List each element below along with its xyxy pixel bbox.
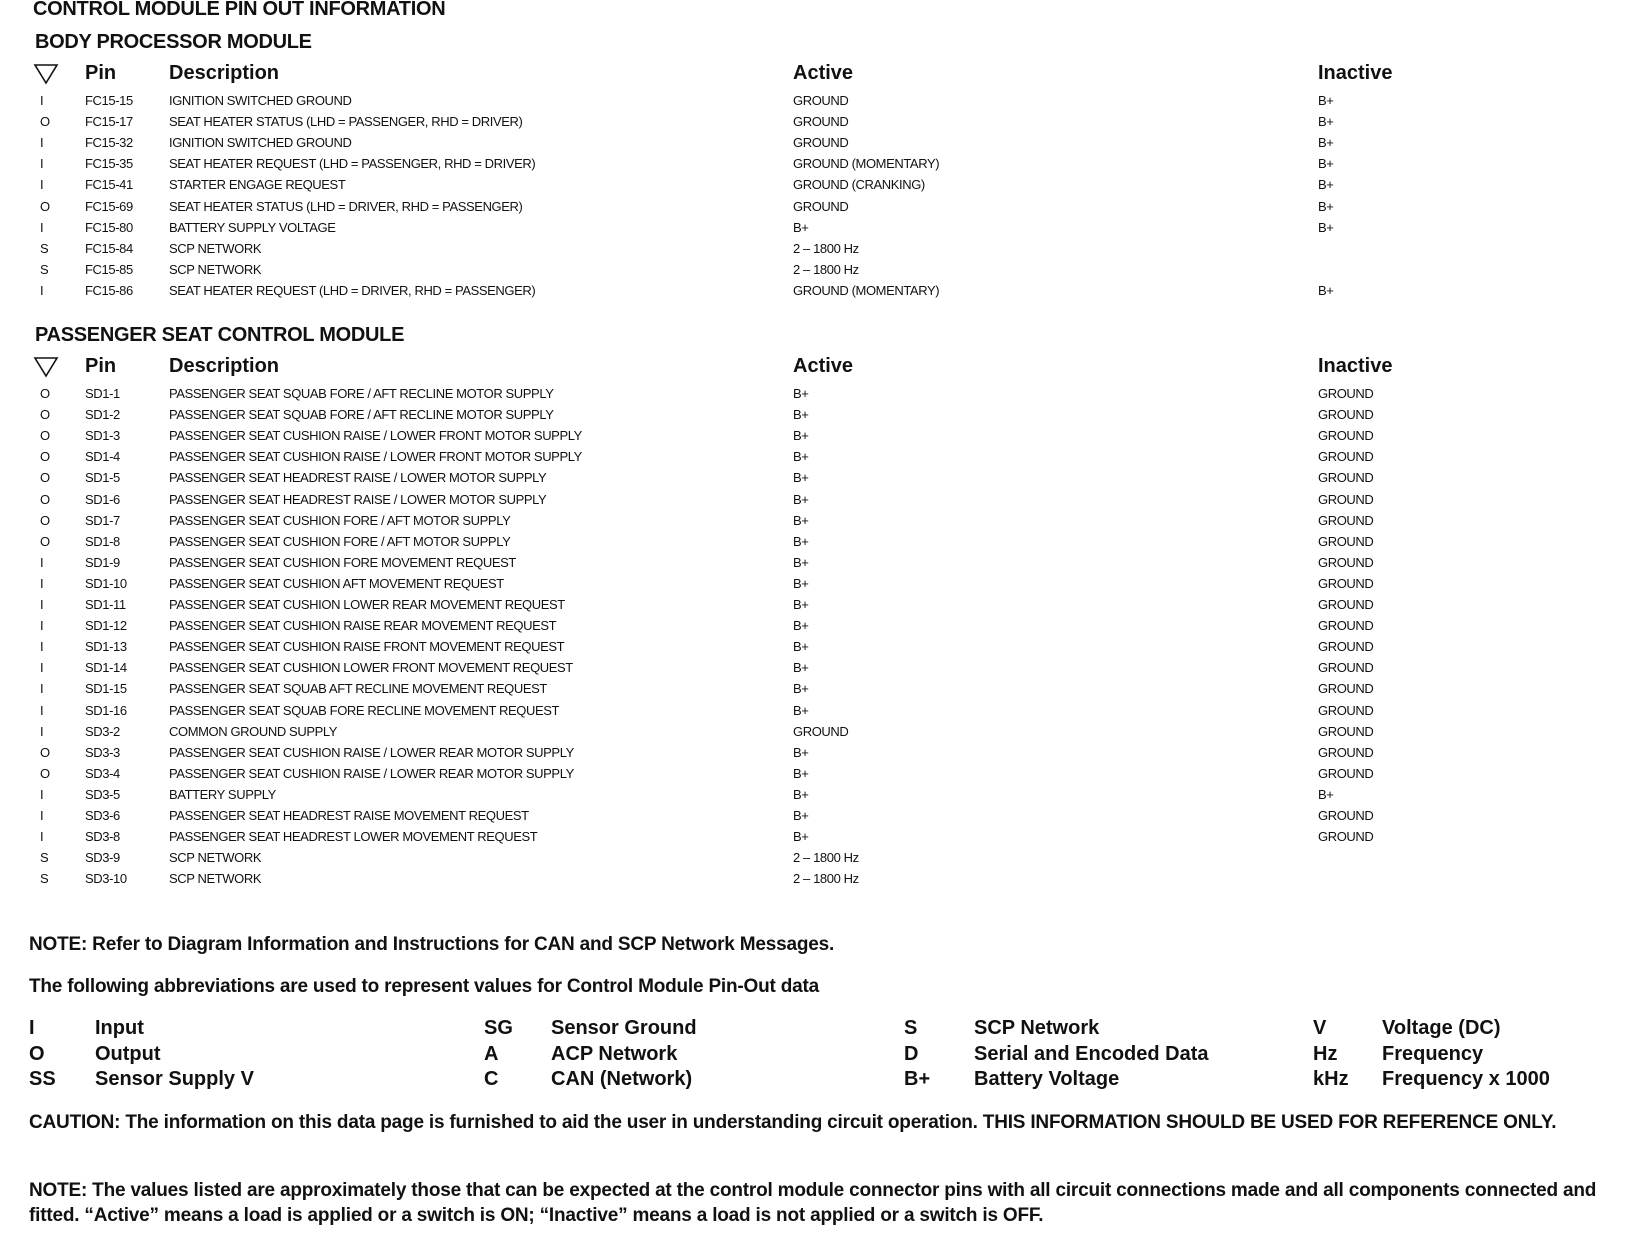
pin-number: SD3-2 [85, 723, 120, 739]
abbreviation-label: Frequency x 1000 [1382, 1068, 1550, 1090]
pin-description: COMMON GROUND SUPPLY [169, 723, 337, 739]
pin-description: PASSENGER SEAT CUSHION FORE MOVEMENT REQUEST [169, 554, 516, 570]
pin-number: FC15-32 [85, 135, 133, 151]
abbreviation-label: CAN (Network) [551, 1068, 693, 1090]
pin-description: PASSENGER SEAT HEADREST RAISE MOVEMENT REQUEST [169, 808, 529, 823]
pin-number: SD1-3 [85, 428, 120, 444]
pin-description: PASSENGER SEAT CUSHION RAISE / LOWER FRONT MOTOR SUPPLY [169, 449, 582, 465]
pin-number: SD3-3 [85, 744, 120, 760]
pin-description: PASSENGER SEAT CUSHION LOWER FRONT MOVEMENT REQUEST [169, 660, 573, 676]
active-value: B+ [793, 765, 809, 781]
pin-direction: I [40, 554, 44, 570]
inactive-value: GROUND [1318, 470, 1374, 486]
column-header-pin: Pin [85, 355, 117, 377]
inactive-value: GROUND [1318, 681, 1374, 697]
column-header-inactive: Inactive [1318, 62, 1393, 84]
pin-direction: O [40, 114, 50, 130]
pin-description: PASSENGER SEAT CUSHION AFT MOVEMENT REQUEST [169, 575, 504, 591]
inactive-value: GROUND [1318, 575, 1374, 591]
pin-number: SD1-13 [85, 639, 127, 655]
note-network: NOTE: Refer to Diagram Information and Instructions for CAN and SCP Network Messages. [29, 934, 835, 955]
abbreviation-label: Input [95, 1017, 144, 1039]
pin-number: FC15-86 [85, 282, 133, 298]
active-value: B+ [793, 681, 809, 697]
inactive-value: GROUND [1318, 407, 1374, 423]
active-value: B+ [793, 808, 809, 823]
pin-description: SCP NETWORK [169, 871, 262, 887]
pin-direction: O [40, 449, 50, 465]
pin-number: SD1-8 [85, 533, 120, 549]
pin-direction: I [40, 575, 44, 591]
active-value: 2 – 1800 Hz [793, 240, 859, 256]
pin-description: PASSENGER SEAT SQUAB FORE / AFT RECLINE MOTOR SUPPLY [169, 386, 554, 401]
active-value: B+ [793, 660, 809, 676]
pin-direction: I [40, 639, 44, 655]
pin-direction: I [40, 177, 44, 193]
active-value: B+ [793, 219, 809, 235]
pin-description: PASSENGER SEAT CUSHION FORE / AFT MOTOR SUPPLY [169, 512, 511, 528]
pin-description: PASSENGER SEAT CUSHION RAISE / LOWER FRONT MOTOR SUPPLY [169, 428, 582, 444]
pin-direction-icon [33, 356, 59, 378]
active-value: 2 – 1800 Hz [793, 871, 859, 887]
abbreviation-code: Hz [1313, 1043, 1338, 1065]
abbreviation-label: Sensor Ground [551, 1017, 697, 1039]
pin-direction: O [40, 765, 50, 781]
pin-description: IGNITION SWITCHED GROUND [169, 135, 352, 151]
pin-direction: I [40, 723, 44, 739]
inactive-value: GROUND [1318, 744, 1374, 760]
pin-direction: O [40, 198, 50, 214]
active-value: 2 – 1800 Hz [793, 850, 859, 866]
pin-number: SD1-6 [85, 491, 120, 507]
pin-number: SD3-6 [85, 808, 120, 823]
inactive-value: GROUND [1318, 512, 1374, 528]
pin-direction-icon [33, 63, 59, 85]
pin-number: FC15-41 [85, 177, 133, 193]
pin-number: FC15-85 [85, 261, 133, 277]
active-value: B+ [793, 533, 809, 549]
inactive-value: GROUND [1318, 491, 1374, 507]
pin-number: SD1-7 [85, 512, 120, 528]
column-header-active: Active [793, 62, 854, 84]
pin-number: FC15-69 [85, 198, 133, 214]
pin-number: FC15-35 [85, 156, 133, 172]
active-value: B+ [793, 639, 809, 655]
active-value: B+ [793, 554, 809, 570]
inactive-value: GROUND [1318, 829, 1374, 845]
pin-description: PASSENGER SEAT SQUAB FORE RECLINE MOVEMENT REQUEST [169, 702, 560, 718]
abbreviation-code: V [1313, 1017, 1327, 1039]
pin-number: SD3-5 [85, 786, 120, 802]
column-header-active: Active [793, 355, 854, 377]
pin-direction: I [40, 808, 44, 823]
active-value: B+ [793, 428, 809, 444]
pin-number: SD1-5 [85, 470, 120, 486]
pin-description: BATTERY SUPPLY [169, 786, 276, 802]
pin-number: SD1-4 [85, 449, 120, 465]
inactive-value: GROUND [1318, 597, 1374, 612]
pin-description: SEAT HEATER REQUEST (LHD = PASSENGER, RHD = DRIVER) [169, 156, 536, 172]
abbreviation-code: A [484, 1043, 499, 1065]
pin-description: SCP NETWORK [169, 240, 262, 256]
abbreviation-label: Sensor Supply V [95, 1068, 254, 1090]
pin-description: STARTER ENGAGE REQUEST [169, 177, 346, 193]
pin-direction: O [40, 744, 50, 760]
active-value: GROUND [793, 135, 849, 151]
pin-description: PASSENGER SEAT HEADREST RAISE / LOWER MOTOR SUPPLY [169, 491, 547, 507]
pin-number: SD1-10 [85, 575, 127, 591]
active-value: GROUND (CRANKING) [793, 177, 925, 193]
pin-description: PASSENGER SEAT CUSHION RAISE / LOWER REAR MOTOR SUPPLY [169, 744, 574, 760]
pin-direction: I [40, 93, 44, 108]
abbreviation-label: Battery Voltage [974, 1068, 1120, 1090]
pin-description: PASSENGER SEAT CUSHION RAISE REAR MOVEMENT REQUEST [169, 618, 557, 634]
pin-direction: I [40, 702, 44, 718]
section-title-body-processor: BODY PROCESSOR MODULE [35, 31, 312, 53]
inactive-value: GROUND [1318, 808, 1374, 823]
abbreviation-label: Output [95, 1043, 161, 1065]
pin-number: SD1-12 [85, 618, 127, 634]
pin-number: SD1-9 [85, 554, 120, 570]
pin-description: SEAT HEATER REQUEST (LHD = DRIVER, RHD = PASSENGER) [169, 282, 536, 298]
column-header-inactive: Inactive [1318, 355, 1393, 377]
pin-number: FC15-84 [85, 240, 133, 256]
pin-description: PASSENGER SEAT HEADREST LOWER MOVEMENT REQUEST [169, 829, 538, 845]
pin-number: SD1-15 [85, 681, 127, 697]
pin-number: FC15-17 [85, 114, 133, 130]
pin-direction: I [40, 786, 44, 802]
section-title-passenger-seat: PASSENGER SEAT CONTROL MODULE [35, 324, 405, 346]
column-header-description: Description [169, 355, 280, 377]
pin-description: PASSENGER SEAT CUSHION FORE / AFT MOTOR SUPPLY [169, 533, 511, 549]
pin-direction: O [40, 470, 50, 486]
active-value: GROUND [793, 723, 849, 739]
pin-direction: S [40, 240, 49, 256]
inactive-value: GROUND [1318, 723, 1374, 739]
active-value: B+ [793, 618, 809, 634]
inactive-value: GROUND [1318, 660, 1374, 676]
pin-description: PASSENGER SEAT CUSHION RAISE FRONT MOVEMENT REQUEST [169, 639, 565, 655]
pin-number: SD1-11 [85, 597, 126, 612]
inactive-value: B+ [1318, 114, 1334, 130]
pin-description: SCP NETWORK [169, 850, 262, 866]
pin-description: SCP NETWORK [169, 261, 262, 277]
pin-direction: S [40, 261, 49, 277]
pin-direction: I [40, 282, 44, 298]
pin-number: SD1-14 [85, 660, 127, 676]
note-values: NOTE: The values listed are approximately those that can be expected at the control module connector pins with all circuit connections made and all components connected and fitted. “Active” means a load is applied or a switch is ON; “Inactive” means a load is not applied or a switch is OFF. [29, 1180, 1597, 1226]
column-header-description: Description [169, 62, 280, 84]
pin-description: PASSENGER SEAT CUSHION RAISE / LOWER REAR MOTOR SUPPLY [169, 765, 574, 781]
pin-direction: I [40, 681, 44, 697]
pin-number: SD3-8 [85, 829, 120, 845]
abbreviation-code: kHz [1313, 1068, 1349, 1090]
active-value: B+ [793, 597, 809, 612]
active-value: B+ [793, 575, 809, 591]
inactive-value: B+ [1318, 219, 1334, 235]
pin-direction: I [40, 829, 44, 845]
active-value: B+ [793, 786, 809, 802]
active-value: B+ [793, 470, 809, 486]
pin-number: SD3-9 [85, 850, 120, 866]
caution-text: CAUTION: The information on this data page is furnished to aid the user in understanding circuit operation. THIS INFORMATION SHOULD BE USED FOR REFERENCE ONLY. [29, 1112, 1557, 1133]
inactive-value: GROUND [1318, 765, 1374, 781]
inactive-value: B+ [1318, 156, 1334, 172]
pin-description: IGNITION SWITCHED GROUND [169, 93, 352, 108]
active-value: GROUND [793, 198, 849, 214]
inactive-value: GROUND [1318, 702, 1374, 718]
inactive-value: GROUND [1318, 386, 1374, 401]
abbreviation-label: Frequency [1382, 1043, 1484, 1065]
pin-direction: I [40, 156, 44, 172]
active-value: GROUND [793, 114, 849, 130]
pin-number: SD1-2 [85, 407, 120, 423]
pin-direction: O [40, 407, 50, 423]
pin-number: SD1-16 [85, 702, 127, 718]
pin-direction: I [40, 135, 44, 151]
active-value: B+ [793, 744, 809, 760]
pin-number: SD3-4 [85, 765, 120, 781]
abbreviation-code: O [29, 1043, 45, 1065]
active-value: B+ [793, 407, 809, 423]
page-title: CONTROL MODULE PIN OUT INFORMATION [33, 0, 446, 20]
active-value: 2 – 1800 Hz [793, 261, 859, 277]
pin-description: PASSENGER SEAT SQUAB FORE / AFT RECLINE MOTOR SUPPLY [169, 407, 554, 423]
inactive-value: B+ [1318, 198, 1334, 214]
pin-direction: O [40, 512, 50, 528]
inactive-value: GROUND [1318, 428, 1374, 444]
abbreviation-code: I [29, 1017, 35, 1039]
pin-direction: O [40, 533, 50, 549]
pin-direction: O [40, 386, 50, 401]
abbreviations-intro: The following abbreviations are used to represent values for Control Module Pin-Out data [29, 976, 820, 997]
inactive-value: B+ [1318, 93, 1334, 108]
pin-description: BATTERY SUPPLY VOLTAGE [169, 219, 336, 235]
column-header-pin: Pin [85, 62, 117, 84]
inactive-value: GROUND [1318, 449, 1374, 465]
abbreviation-label: Serial and Encoded Data [974, 1043, 1209, 1065]
active-value: GROUND (MOMENTARY) [793, 156, 940, 172]
pin-direction: I [40, 660, 44, 676]
inactive-value: B+ [1318, 177, 1334, 193]
pin-description: SEAT HEATER STATUS (LHD = DRIVER, RHD = PASSENGER) [169, 198, 523, 214]
pin-description: PASSENGER SEAT SQUAB AFT RECLINE MOVEMENT REQUEST [169, 681, 547, 697]
pin-number: SD1-1 [85, 386, 120, 401]
pin-number: FC15-80 [85, 219, 133, 235]
pin-number: FC15-15 [85, 93, 133, 108]
pin-direction: I [40, 219, 44, 235]
active-value: B+ [793, 386, 809, 401]
pin-description: SEAT HEATER STATUS (LHD = PASSENGER, RHD = DRIVER) [169, 114, 523, 130]
inactive-value: GROUND [1318, 554, 1374, 570]
abbreviation-code: C [484, 1068, 499, 1090]
pin-direction: S [40, 871, 49, 887]
inactive-value: GROUND [1318, 618, 1374, 634]
pin-description: PASSENGER SEAT HEADREST RAISE / LOWER MOTOR SUPPLY [169, 470, 547, 486]
abbreviation-code: S [904, 1017, 918, 1039]
pin-direction: O [40, 428, 50, 444]
abbreviation-code: SS [29, 1068, 56, 1090]
abbreviation-label: Voltage (DC) [1382, 1017, 1501, 1039]
abbreviation-label: ACP Network [551, 1043, 678, 1065]
inactive-value: B+ [1318, 786, 1334, 802]
pin-number: SD3-10 [85, 871, 127, 887]
abbreviation-code: D [904, 1043, 919, 1065]
abbreviation-label: SCP Network [974, 1017, 1100, 1039]
inactive-value: B+ [1318, 282, 1334, 298]
abbreviation-code: SG [484, 1017, 513, 1039]
pin-direction: O [40, 491, 50, 507]
active-value: B+ [793, 702, 809, 718]
inactive-value: GROUND [1318, 639, 1374, 655]
pin-direction: I [40, 618, 44, 634]
abbreviation-code: B+ [904, 1068, 931, 1090]
active-value: GROUND (MOMENTARY) [793, 282, 940, 298]
pin-description: PASSENGER SEAT CUSHION LOWER REAR MOVEMENT REQUEST [169, 597, 565, 612]
active-value: B+ [793, 829, 809, 845]
pin-direction: I [40, 597, 44, 612]
active-value: B+ [793, 512, 809, 528]
pin-direction: S [40, 850, 49, 866]
active-value: B+ [793, 449, 809, 465]
inactive-value: B+ [1318, 135, 1334, 151]
active-value: GROUND [793, 93, 849, 108]
active-value: B+ [793, 491, 809, 507]
inactive-value: GROUND [1318, 533, 1374, 549]
